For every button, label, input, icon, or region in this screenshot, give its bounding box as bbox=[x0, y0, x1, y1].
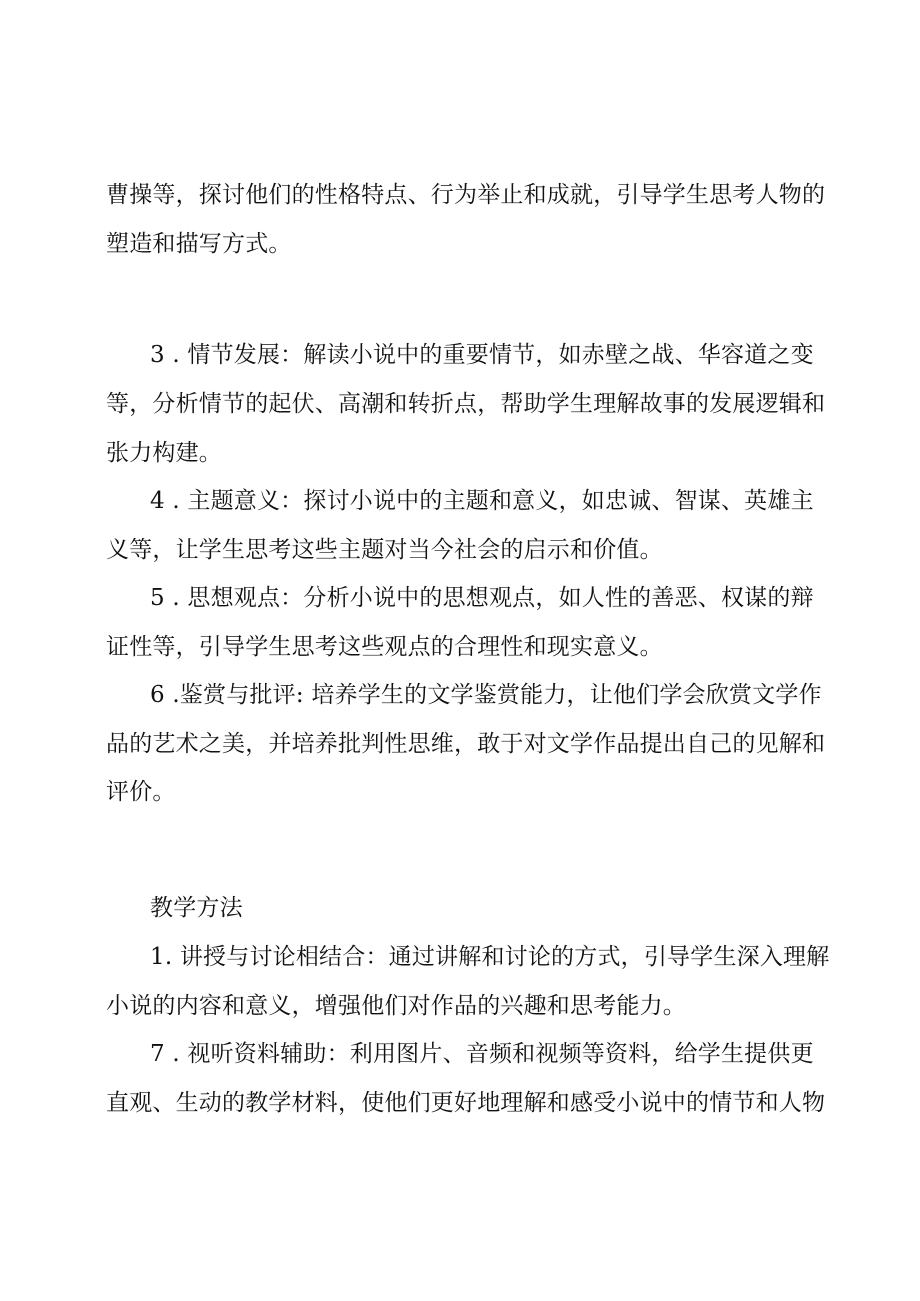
list-item-5-line-1: 5 . 思想观点：分析小说中的思想观点，如人性的善恶、权谋的辩 bbox=[150, 585, 814, 611]
method-item-1-line-1: 1. 讲授与讨论相结合：通过讲解和讨论的方式，引导学生深入理解 bbox=[150, 944, 830, 970]
list-item-5-line-2: 证性等，引导学生思考这些观点的合理性和现实意义。 bbox=[106, 634, 663, 660]
section-heading: 教学方法 bbox=[150, 895, 243, 921]
list-item-4-line-1: 4 . 主题意义：探讨小说中的主题和意义，如忠诚、智谋、英雄主 bbox=[150, 488, 814, 514]
list-item-6-line-2: 品的艺术之美，并培养批判性思维，敢于对文学作品提出自己的见解和 bbox=[106, 731, 826, 757]
list-item-3-line-1: 3 . 情节发展：解读小说中的重要情节，如赤壁之战、华容道之变 bbox=[150, 342, 814, 368]
method-item-1-line-2: 小说的内容和意义，增强他们对作品的兴趣和思考能力。 bbox=[106, 993, 686, 1019]
intro-paragraph-line-2: 塑造和描写方式。 bbox=[106, 231, 292, 257]
list-item-6-line-1: 6 .鉴赏与批评: 培养学生的文学鉴赏能力，让他们学会欣赏文学作 bbox=[150, 682, 822, 708]
list-item-3-line-2: 等，分析情节的起伏、高潮和转折点，帮助学生理解故事的发展逻辑和 bbox=[106, 391, 826, 417]
method-item-7-line-1: 7 . 视听资料辅助：利用图片、音频和视频等资料，给学生提供更 bbox=[150, 1041, 814, 1067]
intro-paragraph-line-1: 曹操等，探讨他们的性格特点、行为举止和成就，引导学生思考人物的 bbox=[106, 182, 826, 208]
list-item-6-line-3: 评价。 bbox=[106, 779, 176, 805]
list-item-3-line-3: 张力构建。 bbox=[106, 440, 222, 466]
list-item-4-line-2: 义等，让学生思考这些主题对当今社会的启示和价值。 bbox=[106, 537, 663, 563]
method-item-7-line-2: 直观、生动的教学材料，使他们更好地理解和感受小说中的情节和人物 bbox=[106, 1090, 826, 1116]
